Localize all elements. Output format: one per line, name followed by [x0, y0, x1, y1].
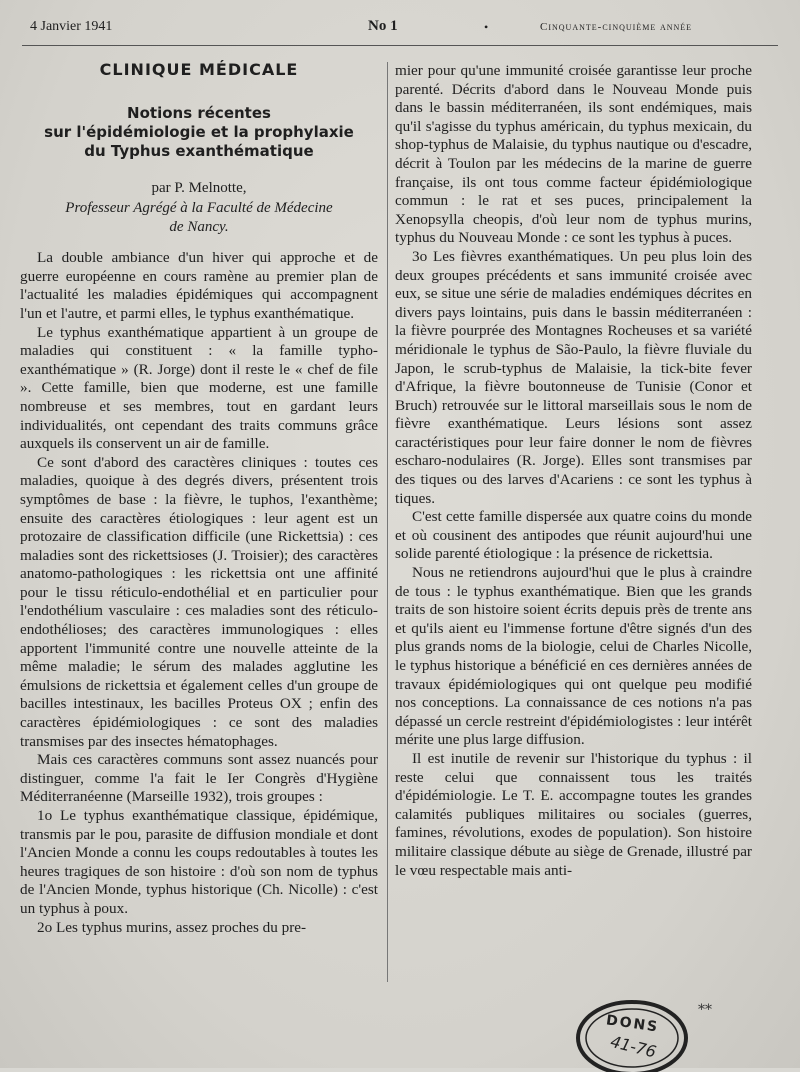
- paragraph: mier pour qu'une immunité croisée garantisse leur proche parenté. Décrits d'abord dans le Nouveau Monde puis dans le bassin méditerranéen, ils sont endémiques, mais qu'il s'agisse du typhus américain, du typhus mexicain, du shop-typhus de Malaisie, du typhus nautique ou d'escadre, décrit à Toulon par les médecins de la marine de guerre française, ils ont tous comme facteur épidémiologique commun : le rat et ses puces, principalement la Xenopsylla cheopis, d'où leur nom de typhus murins, typhus du Nouveau Monde : ce sont les typhus à puces.: [395, 62, 752, 247]
- issue-number: No 1: [368, 18, 398, 34]
- library-stamp: [572, 992, 692, 1072]
- author-byline: par P. Melnotte,: [151, 179, 247, 196]
- stamp-text: DONS: [605, 1012, 661, 1036]
- paragraph: 2o Les typhus murins, assez proches du pre-: [37, 918, 307, 936]
- paragraph: La double ambiance d'un hiver qui approche et de guerre européenne en cours ramène au premier plan de l'actualité les maladies épidémiques qui accompagnent l'un et l'autre, et parmi elles, le typhus exanthématique.: [20, 249, 378, 322]
- title-line: sur l'épidémiologie et la prophylaxie: [44, 122, 354, 141]
- header-rule: [22, 45, 778, 46]
- paragraph: Nous ne retiendrons aujourd'hui que le plus à craindre de tous : le typhus exanthématique. Bien que les grands traits de son histoire soient écrits depuis près de trente ans et qu'ils aient eu l'immense fortune d'être signés d'un des plus grands noms de la biologie, celui de Charles Nicolle, le typhus historique a bénéficié en ces dernières années de travaux épidémiologiques qui ont quelque peu modifié nos conceptions. La connaissance de ces notions n'a pas dépassé un cercle restreint d'épidémiologistes : leur intérêt mérite une plus large diffusion.: [395, 564, 752, 749]
- paragraph: Mais ces caractères communs sont assez nuancés pour distinguer, comme l'a fait le Ier Congrès d'Hygiène Méditerranéenne (Marseille 1932), trois groupes :: [20, 751, 378, 806]
- affiliation-line: de Nancy.: [169, 219, 229, 236]
- title-line: Notions récentes: [127, 103, 271, 122]
- paragraph: 1o Le typhus exanthématique classique, épidémique, transmis par le pou, parasite de diffusion mondiale et dont l'Ancien Monde a connu les coups redoutables à toutes les heures tragiques de son histoire : d'où son nom de typhus de l'Ancien Monde, typhus historique (Ch. Nicolle) : c'est un typhus à poux.: [20, 807, 378, 917]
- section-heading: CLINIQUE MÉDICALE: [99, 60, 299, 79]
- author-affiliation: [20, 199, 378, 237]
- header-bullet: •: [484, 20, 489, 34]
- stamp-number: 41-76: [608, 1031, 659, 1062]
- title-line: du Typhus exanthématique: [84, 141, 314, 160]
- column-divider: [387, 62, 388, 982]
- affiliation-line: Professeur Agrégé à la Faculté de Médecine: [65, 200, 333, 217]
- publication-year: Cinquante-cinquième année: [540, 21, 693, 33]
- paragraph: C'est cette famille dispersée aux quatre coins du monde et où cousinent des antipodes que réunit aujourd'hui une solide parenté étiologique : la présence de rickettsia.: [395, 508, 752, 563]
- left-column: [20, 58, 378, 937]
- paragraph: Il est inutile de revenir sur l'historique du typhus : il reste celui que connaissent tous les traités d'épidémiologie. Le T. E. accompagne toutes les grandes calamités publiques militaires ou sociales (guerres, famines, révolutions, exodes de population). Son histoire militaire classique débute au siège de Grenade, illustré par le vœu respectable mais anti-: [395, 749, 752, 879]
- paragraph: 3o Les fièvres exanthématiques. Un peu plus loin des deux groupes précédents et sans immunité croisée avec eux, se situe une série de maladies endémiques décrites en divers pays lointains, puis dans le bassin méditerranéen : la fièvre pourprée des Montagnes Rocheuses et sa variété méridionale le typhus de São-Paulo, la fièvre fluviale du Japon, le scrub-typhus de Malaisie, la tick-bite fever d'Afrique, la fièvre boutonneuse de Tunisie (Conor et Bruch) retrouvée sur le littoral marseillais sous le nom de fièvre exanthématique. Leurs lésions sont assez caractéristiques pour leur faire donner le nom de fièvres escharo-nodulaires (R. Jorge). Elles sont transmises par des tiques ou des larves d'Acariens : ce sont les typhus à tiques.: [395, 247, 752, 507]
- paragraph: Ce sont d'abord des caractères cliniques : toutes ces maladies, quoique à des degrés divers, présentent trois symptômes de base : la fièvre, le tuphos, l'exanthème; ensuite des caractères étiologiques : leur agent est un protozaire de classification difficile (une Rickettsia) : ces maladies sont des rickettsioses (J. Troisier); des caractères anatomo-pathologiques : les rickettsia ont une affinité pour le tissu réticulo-endothélial et en particulier pour l'endothélium vasculaire : ces maladies sont des réticulo-endothélioses; des caractères immunologiques : elles apportent l'immunité contre une nouvelle atteinte de la même maladie; le sérum des malades agglutine les émulsions de rickettsia et également celles d'un groupe de bacilles intestinaux, les bacilles Proteus OX ; enfin des caractères épidémiologiques : ce sont des maladies transmises par des insectes hématophages.: [20, 453, 378, 750]
- issue-date: 4 Janvier 1941: [30, 19, 113, 34]
- article-title: [20, 104, 378, 161]
- footer-marks: **: [698, 1002, 712, 1018]
- running-header: [0, 0, 800, 44]
- paragraph: Le typhus exanthématique appartient à un groupe de maladies qui constituent : « la famille typho-exanthématique » (R. Jorge) dont il reste le « chef de file ». Cette famille, bien que moderne, est une famille nombreuse et ses membres, tout en gardant leurs individualités, ont cependant des traits communs grâce auxquels ils conservent un air de famille.: [20, 323, 378, 453]
- right-column: [395, 62, 752, 880]
